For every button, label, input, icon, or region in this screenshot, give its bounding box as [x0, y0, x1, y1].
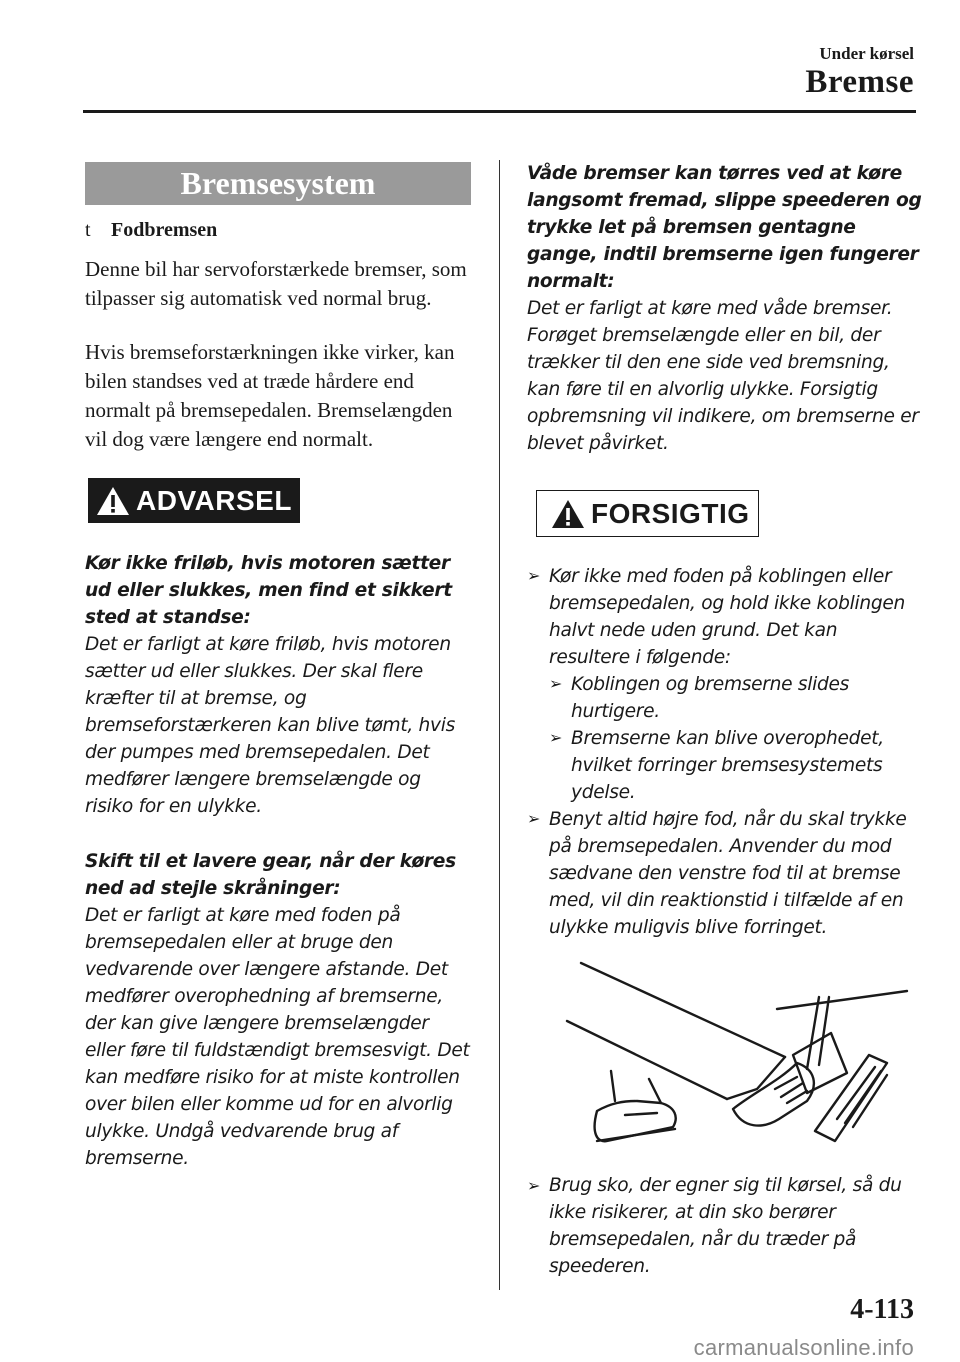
caution-item-1: Kør ikke med foden på koblingen eller bremsepedalen, og hold ikke koblingen halvt nede uden grund. Det kan resultere i følgende: [549, 566, 905, 668]
warning-1-title: Kør ikke friløb, hvis motoren sætter ud eller slukkes, men find et sikkert sted at standse: [85, 553, 452, 628]
bullet-arrow-icon: ➢ [549, 676, 563, 693]
bullet-arrow-icon: ➢ [527, 1176, 541, 1195]
warning-2-title: Skift til et lavere gear, når der køres ned ad stejle skråninger: [85, 851, 456, 899]
warning-triangle-icon [96, 486, 130, 516]
warning-3-title: Våde bremser kan tørres ved at køre langsomt fremad, slippe speederen og trykke let på bremsen gentagne gange, indtil bremserne igen fungerer normalt: [527, 163, 922, 292]
caution-item-1a: Koblingen og bremserne slides hurtigere. [571, 674, 850, 722]
warning-1-text: Det er farligt at køre friløb, hvis motoren sætter ud eller slukkes. Der skal flere kræfter til at bremse, og bremseforstærkeren kan blive tømt, hvis der pumpes med bremsepedalen. Det medfører længere bremselængde og risiko for en ulykke. [85, 634, 455, 817]
list-item [549, 671, 922, 725]
running-header-chapter: Bremse [805, 64, 914, 100]
list-item [549, 725, 922, 806]
list-item [527, 563, 922, 671]
right-column [527, 160, 922, 1280]
bullet-arrow-icon: ➢ [549, 730, 563, 747]
list-item [527, 1172, 922, 1280]
warning-3-text: Det er farligt at køre med våde bremser. Forøget bremselængde eller en bil, der trækker til den ene side ved bremsning, kan føre til en alvorlig ulykke. Forsigtig opbremsning vil indikere, om bremserne er blevet påvirket. [527, 298, 919, 454]
warning-label-text: ADVARSEL [136, 484, 292, 516]
warning-2-text: Det er farligt at køre med foden på bremsepedalen eller at bruge den vedvarende over længere afstande. Det medfører overophedning af bremserne, der kan give længere bremselængder eller føre til fuldstændigt bremsesvigt. Det kan medføre risiko for at miste kontrollen over bilen eller komme ud for en alvorlig ulykke. Undgå vedvarende brug af bremserne. [85, 905, 470, 1169]
bullet-arrow-icon: ➢ [527, 811, 541, 828]
running-header-section: Under kørsel [819, 44, 914, 63]
caution-label [536, 490, 759, 537]
header-rule [83, 110, 916, 113]
caution-item-3: Brug sko, der egner sig til kørsel, så du ikke risikerer, at din sko berører bremsepedalen, når du træder på speederen. [549, 1175, 902, 1277]
caution-item-2: Benyt altid højre fod, når du skal trykke på bremsepedalen. Anvender du mod sædvane den venstre fod til at bremse med, vil din reaktionstid i tilfælde af en ulykke muligvis blive forringet. [549, 809, 907, 938]
page-number: 4-113 [850, 1294, 914, 1325]
warning-label [88, 478, 300, 523]
section-banner: Bremsesystem [85, 162, 471, 205]
column-divider [499, 160, 500, 1290]
pedal-foot-illustration [557, 961, 917, 1151]
watermark: carmanualsonline.info [693, 1335, 914, 1360]
caution-item-1b: Bremserne kan blive overophedet, hvilket forringer bremsesystemets ydelse. [571, 728, 884, 803]
bullet-arrow-icon: ➢ [527, 568, 541, 585]
paragraph-booster-failure: Hvis bremseforstærkningen ikke virker, kan bilen standses ved at træde hårdere end normalt på bremsepedalen. Bremselængden vil dog være længere end normalt. [85, 340, 455, 451]
subheading-text: Fodbremsen [111, 219, 218, 241]
left-column [85, 162, 471, 1172]
subheading-bullet: t [85, 219, 91, 241]
caution-triangle-icon [551, 499, 585, 529]
caution-label-text: FORSIGTIG [591, 497, 750, 529]
subheading [85, 219, 471, 242]
list-item [527, 806, 922, 941]
paragraph-servo: Denne bil har servoforstærkede bremser, som tilpasser sig automatisk ved normal brug. [85, 257, 467, 310]
caution-list [527, 563, 922, 941]
